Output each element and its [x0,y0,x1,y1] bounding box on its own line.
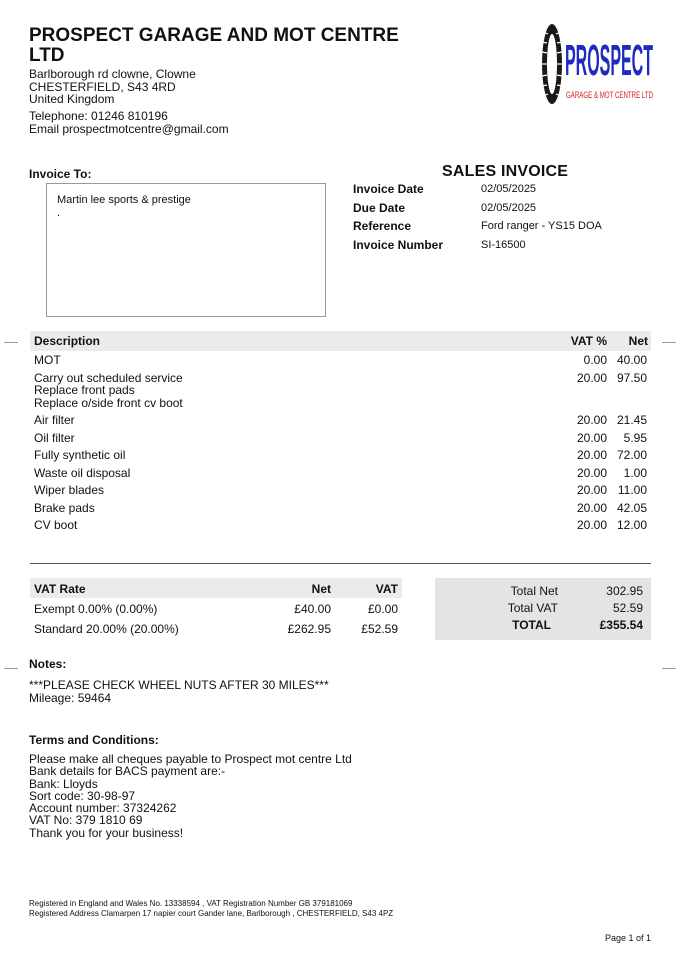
meta-label: Invoice Date [353,182,424,197]
logo-sub-text: GARAGE & MOT CENTRE LTD [566,90,654,100]
terms-label: Terms and Conditions: [29,733,159,747]
item-description: CV boot [34,518,78,532]
header-net: Net [311,582,331,596]
meta-row-due-date [353,199,602,218]
footer-registration [29,899,393,919]
bill-to-box [46,183,326,317]
item-net: 11.00 [617,483,647,497]
table-row [30,370,651,413]
item-description: Fully synthetic oil [34,448,126,462]
total-vat-value: 52.59 [612,601,643,615]
item-vat: 20.00 [576,448,607,462]
table-row [30,447,651,465]
grand-total-value: £355.54 [599,618,643,632]
table-row [30,517,651,535]
table-row [30,465,651,483]
terms-line: Bank details for BACS payment are:- [29,764,226,779]
header-description: Description [34,334,101,348]
table-row [30,412,651,430]
company-name: PROSPECT GARAGE AND MOT CENTRE LTD [29,25,399,66]
company-telephone: Telephone: 01246 810196 [29,109,168,123]
table-row [30,430,651,448]
vat-net: £40.00 [294,602,331,616]
page-number: Page 1 of 1 [604,933,651,943]
item-vat: 20.00 [576,370,607,385]
logo-main-text: PROSPECT [565,36,653,86]
header-vat: VAT % [570,334,607,348]
item-description: Carry out scheduled service Replace front pads Replace o/side front cv boot [34,370,183,410]
fold-mark [4,342,18,343]
item-vat: 20.00 [576,413,607,427]
grand-total-label: TOTAL [512,618,551,632]
totals-box [435,578,651,640]
table-row [30,482,651,500]
company-email: Email prospectmotcentre@gmail.com [29,121,229,136]
header-vat: VAT [375,582,398,596]
footer-line: Registered Address Clamarpen 17 napier court Gander lane, Barlborough , CHESTERFIELD, S43 4PZ [29,909,394,918]
terms-line: VAT No: 379 1810 69 [29,813,143,828]
item-description: Oil filter [34,430,75,445]
vat-summary-table [30,578,402,638]
item-description: Wiper blades [34,483,105,497]
meta-row-invoice-number [353,236,602,255]
terms-line: Bank: Lloyds [29,776,98,791]
bill-to-line: Martin lee sports & prestige [57,194,191,206]
meta-value: Ford ranger - YS15 DOA [481,220,602,233]
vat-rate: Exempt 0.00% (0.00%) [34,602,158,616]
items-table-header [30,331,651,351]
fold-mark [4,668,18,669]
terms-line: Thank you for your business! [29,825,184,840]
item-vat: 20.00 [576,465,607,480]
meta-row-reference [353,217,602,236]
bill-to-line: . [57,207,61,219]
terms-text [29,753,352,839]
item-vat: 20.00 [576,518,607,532]
item-net: 1.00 [623,465,647,480]
total-net-value: 302.95 [606,584,643,598]
fold-mark [662,668,676,669]
meta-row-invoice-date [353,180,602,199]
item-description: MOT [34,353,61,367]
total-vat-row [435,601,651,618]
items-divider [30,563,651,564]
notes-line: Mileage: 59464 [29,690,112,705]
notes-label: Notes: [29,657,67,671]
meta-label: Reference [353,219,412,234]
notes-text [29,679,329,704]
item-net: 40.00 [616,353,647,367]
terms-line: Please make all cheques payable to Prospect mot centre Ltd [29,752,352,766]
vat-amount: £0.00 [367,602,398,616]
table-row [30,618,402,638]
terms-line: Account number: 37324262 [29,801,177,816]
tyre-icon [542,24,562,104]
invoice-meta [353,180,602,254]
item-vat: 20.00 [576,483,607,497]
fold-mark [662,342,676,343]
address-line: Barlborough rd clowne, Clowne [29,67,196,81]
meta-label: Invoice Number [353,237,444,252]
item-vat: 20.00 [576,500,607,515]
total-net-row [435,584,651,601]
item-vat: 20.00 [576,430,607,445]
meta-label: Due Date [353,200,406,215]
total-vat-label: Total VAT [507,601,558,615]
company-logo [540,22,656,106]
meta-value: SI-16500 [481,238,526,251]
item-vat: 0.00 [583,353,607,367]
table-row [30,352,651,370]
item-net: 42.05 [616,500,647,515]
address-line: United Kingdom [29,92,115,106]
company-contact [29,110,229,135]
grand-total-row [435,618,651,635]
meta-value: 02/05/2025 [481,183,537,196]
item-net: 5.95 [623,430,647,445]
invoice-title: SALES INVOICE [442,163,569,180]
header-net: Net [628,334,648,348]
notes-line: ***PLEASE CHECK WHEEL NUTS AFTER 30 MILES*** [29,678,329,692]
meta-value: 02/05/2025 [481,201,537,214]
terms-line: Sort code: 30-98-97 [29,788,136,803]
item-description: Waste oil disposal [34,465,131,480]
item-net: 12.00 [616,518,647,532]
total-net-label: Total Net [510,584,558,598]
company-address [29,68,196,106]
item-net: 72.00 [616,448,647,462]
vat-summary-header [30,578,402,598]
address-line: CHESTERFIELD, S43 4RD [29,79,176,94]
item-description: Brake pads [34,500,95,515]
item-net: 21.45 [616,413,647,427]
items-table-body [30,352,651,535]
table-row [30,500,651,518]
vat-net: £262.95 [287,622,331,636]
invoice-to-label: Invoice To: [29,167,92,181]
footer-line: Registered in England and Wales No. 13338594 , VAT Registration Number GB 379181069 [29,899,353,908]
item-description: Air filter [34,413,75,427]
item-net: 97.50 [616,370,647,385]
table-row [30,598,402,618]
vat-rate: Standard 20.00% (20.00%) [34,622,179,636]
vat-amount: £52.59 [361,622,398,636]
header-vat-rate: VAT Rate [34,582,86,596]
